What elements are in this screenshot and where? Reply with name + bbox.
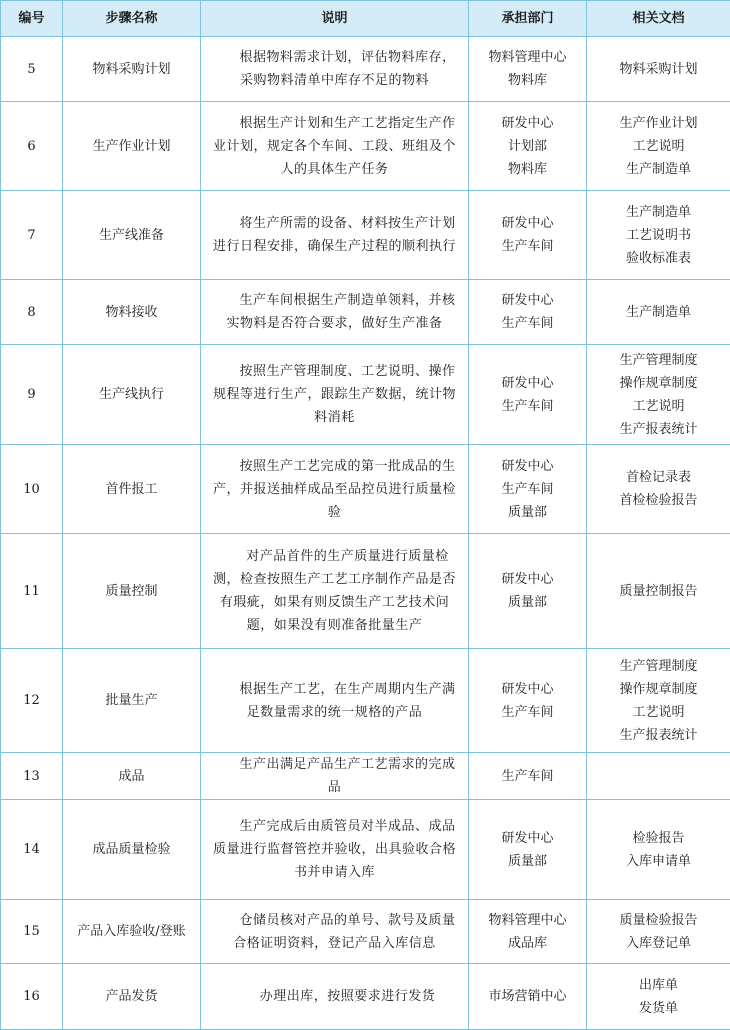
step-description: 按照生产管理制度、工艺说明、操作规程等进行生产，跟踪生产数据，统计物料消耗 xyxy=(201,345,469,445)
table-row xyxy=(1,964,730,1030)
document-item: 生产制造单 xyxy=(593,158,724,181)
header-department: 承担部门 xyxy=(469,1,587,37)
step-name: 物料接收 xyxy=(63,280,201,345)
document-item: 操作规章制度 xyxy=(593,678,724,701)
department-item: 研发中心 xyxy=(475,678,580,701)
step-name: 首件报工 xyxy=(63,445,201,534)
step-department xyxy=(469,445,587,534)
step-name: 成品 xyxy=(63,753,201,800)
step-number: 6 xyxy=(1,102,63,191)
step-description: 办理出库，按照要求进行发货 xyxy=(201,964,469,1030)
step-name: 成品质量检验 xyxy=(63,800,201,900)
step-number: 16 xyxy=(1,964,63,1030)
department-item: 研发中心 xyxy=(475,112,580,135)
step-name: 物料采购计划 xyxy=(63,37,201,102)
document-item: 操作规章制度 xyxy=(593,372,724,395)
department-item: 成品库 xyxy=(475,932,580,955)
step-number: 13 xyxy=(1,753,63,800)
department-item: 研发中心 xyxy=(475,455,580,478)
step-number: 5 xyxy=(1,37,63,102)
department-item: 研发中心 xyxy=(475,827,580,850)
step-department xyxy=(469,191,587,280)
table-row xyxy=(1,445,730,534)
step-department xyxy=(469,753,587,800)
step-documents xyxy=(587,964,730,1030)
header-documents: 相关文档 xyxy=(587,1,730,37)
department-item: 生产车间 xyxy=(475,395,580,418)
document-item: 生产制造单 xyxy=(593,201,724,224)
step-description: 仓储员核对产品的单号、款号及质量合格证明资料，登记产品入库信息 xyxy=(201,900,469,964)
step-name: 产品入库验收/登账 xyxy=(63,900,201,964)
document-item: 验收标准表 xyxy=(593,247,724,270)
step-documents xyxy=(587,649,730,753)
table-row xyxy=(1,800,730,900)
document-item: 生产报表统计 xyxy=(593,418,724,441)
step-number: 8 xyxy=(1,280,63,345)
department-item: 物料库 xyxy=(475,158,580,181)
step-department xyxy=(469,345,587,445)
step-department xyxy=(469,102,587,191)
document-item: 生产作业计划 xyxy=(593,112,724,135)
step-number: 7 xyxy=(1,191,63,280)
department-item: 物料库 xyxy=(475,69,580,92)
department-item: 研发中心 xyxy=(475,568,580,591)
document-item: 工艺说明 xyxy=(593,701,724,724)
document-item: 质量控制报告 xyxy=(593,580,724,603)
department-item: 研发中心 xyxy=(475,212,580,235)
step-number: 9 xyxy=(1,345,63,445)
step-description: 根据生产计划和生产工艺指定生产作业计划，规定各个车间、工段、班组及个人的具体生产任务 xyxy=(201,102,469,191)
step-department xyxy=(469,800,587,900)
step-name: 产品发货 xyxy=(63,964,201,1030)
step-documents xyxy=(587,800,730,900)
table-row xyxy=(1,534,730,649)
step-department xyxy=(469,649,587,753)
department-item: 研发中心 xyxy=(475,372,580,395)
table-row xyxy=(1,102,730,191)
step-description: 生产完成后由质管员对半成品、成品质量进行监督管控并验收，出具验收合格书并申请入库 xyxy=(201,800,469,900)
department-item: 物料管理中心 xyxy=(475,46,580,69)
department-item: 生产车间 xyxy=(475,312,580,335)
header-step-name: 步骤名称 xyxy=(63,1,201,37)
department-item: 生产车间 xyxy=(475,478,580,501)
document-item: 生产制造单 xyxy=(593,301,724,324)
department-item: 物料管理中心 xyxy=(475,909,580,932)
department-item: 市场营销中心 xyxy=(475,985,580,1008)
table-row xyxy=(1,280,730,345)
table-row xyxy=(1,649,730,753)
step-name: 质量控制 xyxy=(63,534,201,649)
table-row xyxy=(1,37,730,102)
step-description: 生产出满足产品生产工艺需求的完成品 xyxy=(201,753,469,800)
document-item: 首检记录表 xyxy=(593,466,724,489)
document-item: 工艺说明 xyxy=(593,395,724,418)
document-item: 发货单 xyxy=(593,997,724,1020)
table-row xyxy=(1,191,730,280)
step-description: 根据生产工艺，在生产周期内生产满足数量需求的统一规格的产品 xyxy=(201,649,469,753)
department-item: 计划部 xyxy=(475,135,580,158)
step-documents xyxy=(587,445,730,534)
department-item: 研发中心 xyxy=(475,289,580,312)
step-name: 生产线准备 xyxy=(63,191,201,280)
document-item: 生产管理制度 xyxy=(593,349,724,372)
step-description: 将生产所需的设备、材料按生产计划进行日程安排，确保生产过程的顺利执行 xyxy=(201,191,469,280)
step-department xyxy=(469,37,587,102)
step-description: 按照生产工艺完成的第一批成品的生产，并报送抽样成品至品控员进行质量检验 xyxy=(201,445,469,534)
step-number: 11 xyxy=(1,534,63,649)
step-department xyxy=(469,534,587,649)
step-description: 根据物料需求计划，评估物料库存，采购物料清单中库存不足的物料 xyxy=(201,37,469,102)
step-documents xyxy=(587,900,730,964)
step-documents xyxy=(587,345,730,445)
document-item: 工艺说明 xyxy=(593,135,724,158)
step-department xyxy=(469,280,587,345)
document-item: 质量检验报告 xyxy=(593,909,724,932)
header-description: 说明 xyxy=(201,1,469,37)
step-number: 10 xyxy=(1,445,63,534)
step-documents xyxy=(587,534,730,649)
step-description: 生产车间根据生产制造单领料，并核实物料是否符合要求，做好生产准备 xyxy=(201,280,469,345)
step-documents xyxy=(587,102,730,191)
document-item: 入库登记单 xyxy=(593,932,724,955)
table-row xyxy=(1,753,730,800)
department-item: 质量部 xyxy=(475,850,580,873)
table-header xyxy=(1,1,730,37)
department-item: 生产车间 xyxy=(475,235,580,258)
header-row xyxy=(1,1,730,37)
header-num: 编号 xyxy=(1,1,63,37)
step-name: 生产线执行 xyxy=(63,345,201,445)
document-item: 生产管理制度 xyxy=(593,655,724,678)
step-name: 生产作业计划 xyxy=(63,102,201,191)
step-description: 对产品首件的生产质量进行质量检测，检查按照生产工艺工序制作产品是否有瑕疵，如果有则反馈生产工艺技术问题，如果没有则准备批量生产 xyxy=(201,534,469,649)
step-documents xyxy=(587,280,730,345)
document-item: 物料采购计划 xyxy=(593,58,724,81)
step-name: 批量生产 xyxy=(63,649,201,753)
step-documents xyxy=(587,37,730,102)
step-department xyxy=(469,900,587,964)
step-documents xyxy=(587,753,730,800)
document-item: 出库单 xyxy=(593,974,724,997)
document-item: 入库申请单 xyxy=(593,850,724,873)
step-documents xyxy=(587,191,730,280)
step-number: 12 xyxy=(1,649,63,753)
step-number: 15 xyxy=(1,900,63,964)
department-item: 质量部 xyxy=(475,501,580,524)
table-body xyxy=(1,37,730,1030)
document-item: 工艺说明书 xyxy=(593,224,724,247)
department-item: 生产车间 xyxy=(475,765,580,788)
step-department xyxy=(469,964,587,1030)
document-item: 生产报表统计 xyxy=(593,724,724,747)
department-item: 生产车间 xyxy=(475,701,580,724)
table-row xyxy=(1,345,730,445)
department-item: 质量部 xyxy=(475,591,580,614)
document-item: 首检检验报告 xyxy=(593,489,724,512)
table-row xyxy=(1,900,730,964)
document-item: 检验报告 xyxy=(593,827,724,850)
step-number: 14 xyxy=(1,800,63,900)
